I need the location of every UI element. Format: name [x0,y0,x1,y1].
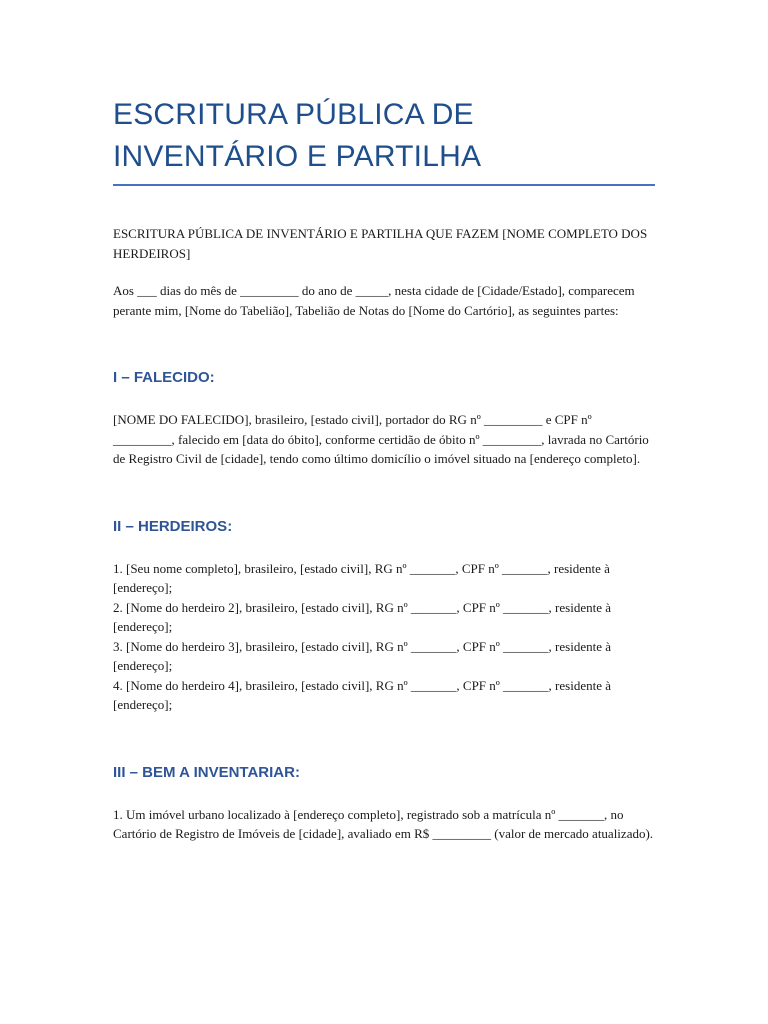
list-item: 1. [Seu nome completo], brasileiro, [estado civil], RG nº _______, CPF nº _______, residente à [endereço]; [113,560,610,595]
list-item: 4. [Nome do herdeiro 4], brasileiro, [estado civil], RG nº _______, CPF nº _______, residente à [endereço]; [113,677,611,712]
list-item: 3. [Nome do herdeiro 3], brasileiro, [estado civil], RG nº _______, CPF nº _______, residente à [endereço]; [113,638,611,673]
section-heading-herdeiros: II – HERDEIROS: [113,517,233,535]
section-heading-bem: III – BEM A INVENTARIAR: [113,763,300,781]
document-page [113,0,655,844]
title-underline [113,184,655,186]
bem-paragraph: 1. Um imóvel urbano localizado à [endereço completo], registrado sob a matrícula nº _______, no Cartório de Registro de Imóveis de [cidade], avaliado em R$ _________ (valor de mercado atualizado). [113,806,654,841]
list-item: 2. [Nome do herdeiro 2], brasileiro, [estado civil], RG nº _______, CPF nº _______, residente à [endereço]; [113,599,611,634]
herdeiros-list [113,559,655,715]
section-heading-falecido: I – FALECIDO: [113,369,215,386]
intro-paragraph: Aos ___ dias do mês de _________ do ano de _____, nesta cidade de [Cidade/Estado], comparecem perante mim, [Nome do Tabelião], Tabelião de Notas do [Nome do Cartório], as seguintes partes: [113,283,635,318]
falecido-paragraph: [NOME DO FALECIDO], brasileiro, [estado civil], portador do RG nº _________ e CPF nº _________, falecido em [data do óbito], conforme certidão de óbito nº _________, lavrada no Cartório de Registro Civil de [cidade], tendo como último domicílio o imóvel situado na [endereço completo]. [113,412,649,466]
intro-title: ESCRITURA PÚBLICA DE INVENTÁRIO E PARTILHA QUE FAZEM [NOME COMPLETO DOS HERDEIROS] [113,226,648,261]
document-title: ESCRITURA PÚBLICA DE INVENTÁRIO E PARTILHA [113,98,482,173]
